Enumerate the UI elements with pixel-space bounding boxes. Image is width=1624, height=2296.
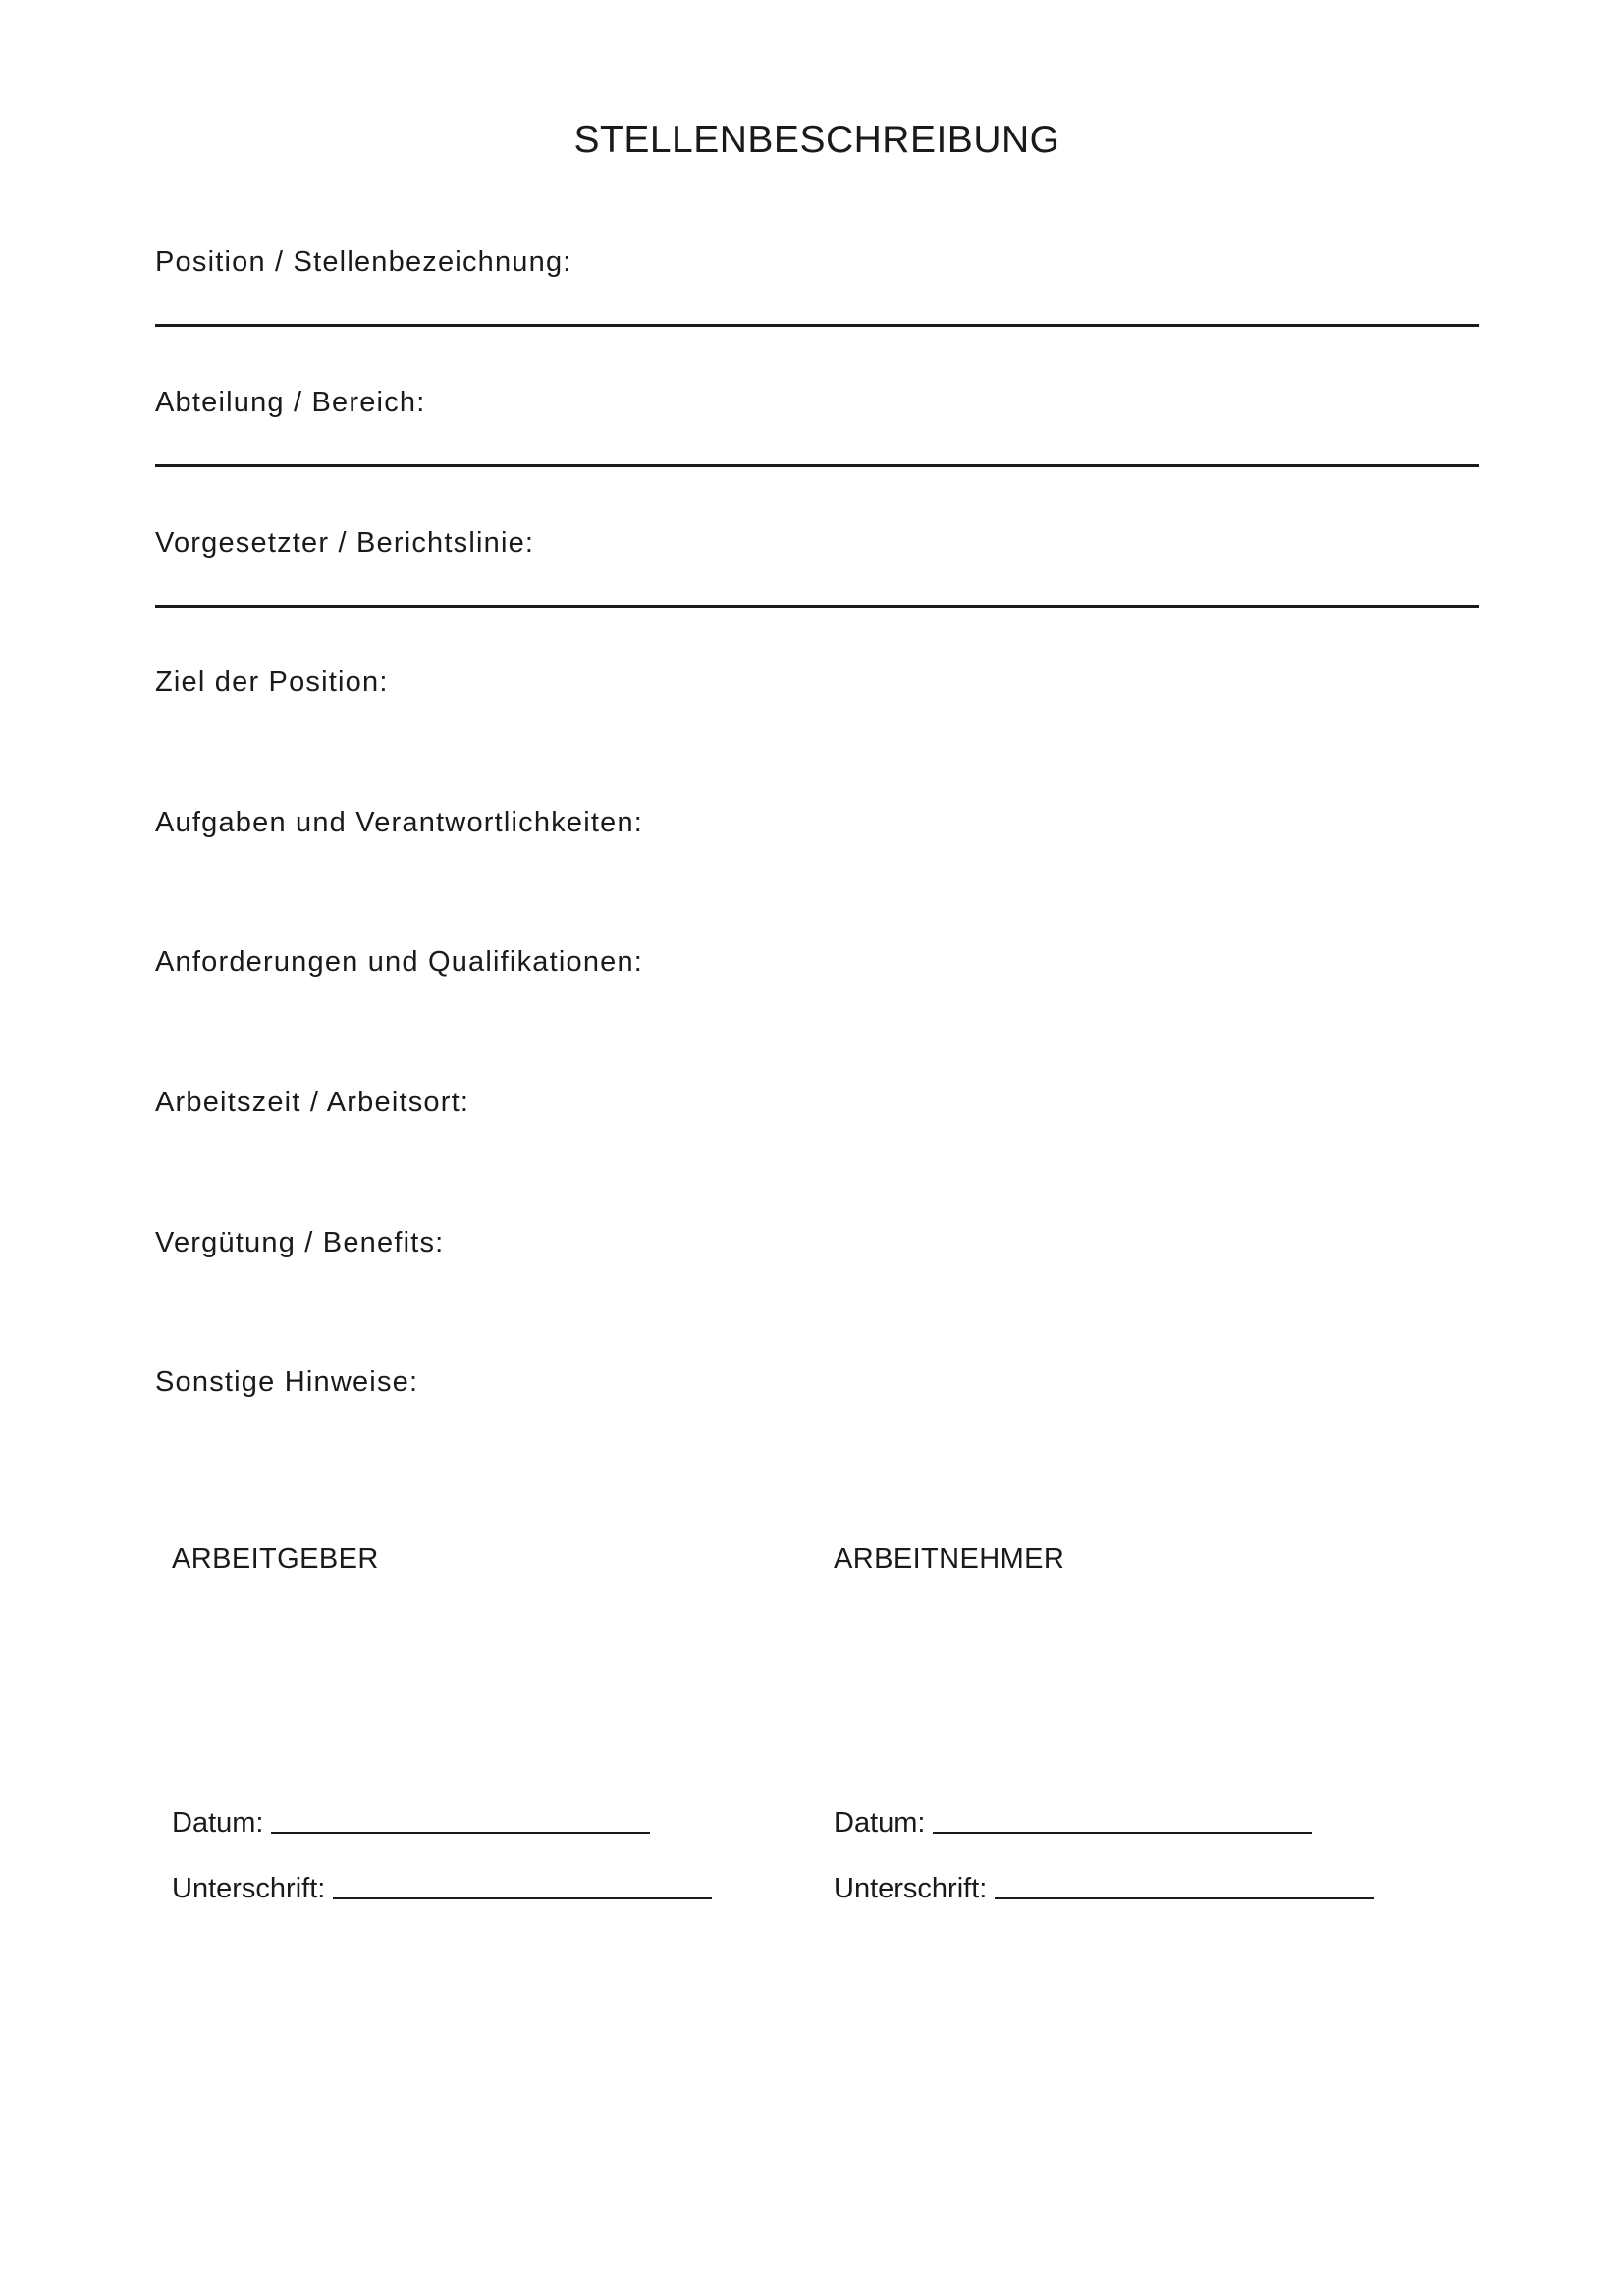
field-line-department[interactable]: [155, 464, 1479, 467]
employer-signature-label: Unterschrift:: [172, 1873, 326, 1904]
employee-signature-line[interactable]: [995, 1874, 1374, 1899]
field-label-requirements: Anforderungen und Qualifikationen:: [155, 946, 644, 978]
employer-date-row: [172, 1805, 650, 1841]
field-label-compensation: Vergütung / Benefits:: [155, 1227, 445, 1258]
document-title: STELLENBESCHREIBUNG: [573, 119, 1060, 161]
field-label-supervisor: Vorgesetzter / Berichtslinie:: [155, 527, 535, 559]
employee-date-line[interactable]: [933, 1808, 1312, 1834]
employee-signature-row: [834, 1871, 1374, 1906]
employee-date-row: [834, 1805, 1312, 1841]
employer-date-line[interactable]: [271, 1808, 650, 1834]
field-label-position: Position / Stellenbezeichnung:: [155, 246, 572, 278]
field-line-position[interactable]: [155, 324, 1479, 327]
employee-date-label: Datum:: [834, 1807, 926, 1839]
field-label-department: Abteilung / Bereich:: [155, 387, 426, 418]
field-label-working-hours: Arbeitszeit / Arbeitsort:: [155, 1087, 470, 1118]
employer-heading: ARBEITGEBER: [172, 1543, 379, 1575]
field-line-supervisor[interactable]: [155, 605, 1479, 608]
employer-signature-row: [172, 1871, 712, 1906]
employer-signature-line[interactable]: [333, 1874, 712, 1899]
employee-signature-label: Unterschrift:: [834, 1873, 988, 1904]
employer-date-label: Datum:: [172, 1807, 264, 1839]
employee-heading: ARBEITNEHMER: [834, 1543, 1065, 1575]
field-label-notes: Sonstige Hinweise:: [155, 1366, 419, 1398]
field-label-objective: Ziel der Position:: [155, 667, 389, 698]
field-label-responsibilities: Aufgaben und Verantwortlichkeiten:: [155, 807, 644, 838]
